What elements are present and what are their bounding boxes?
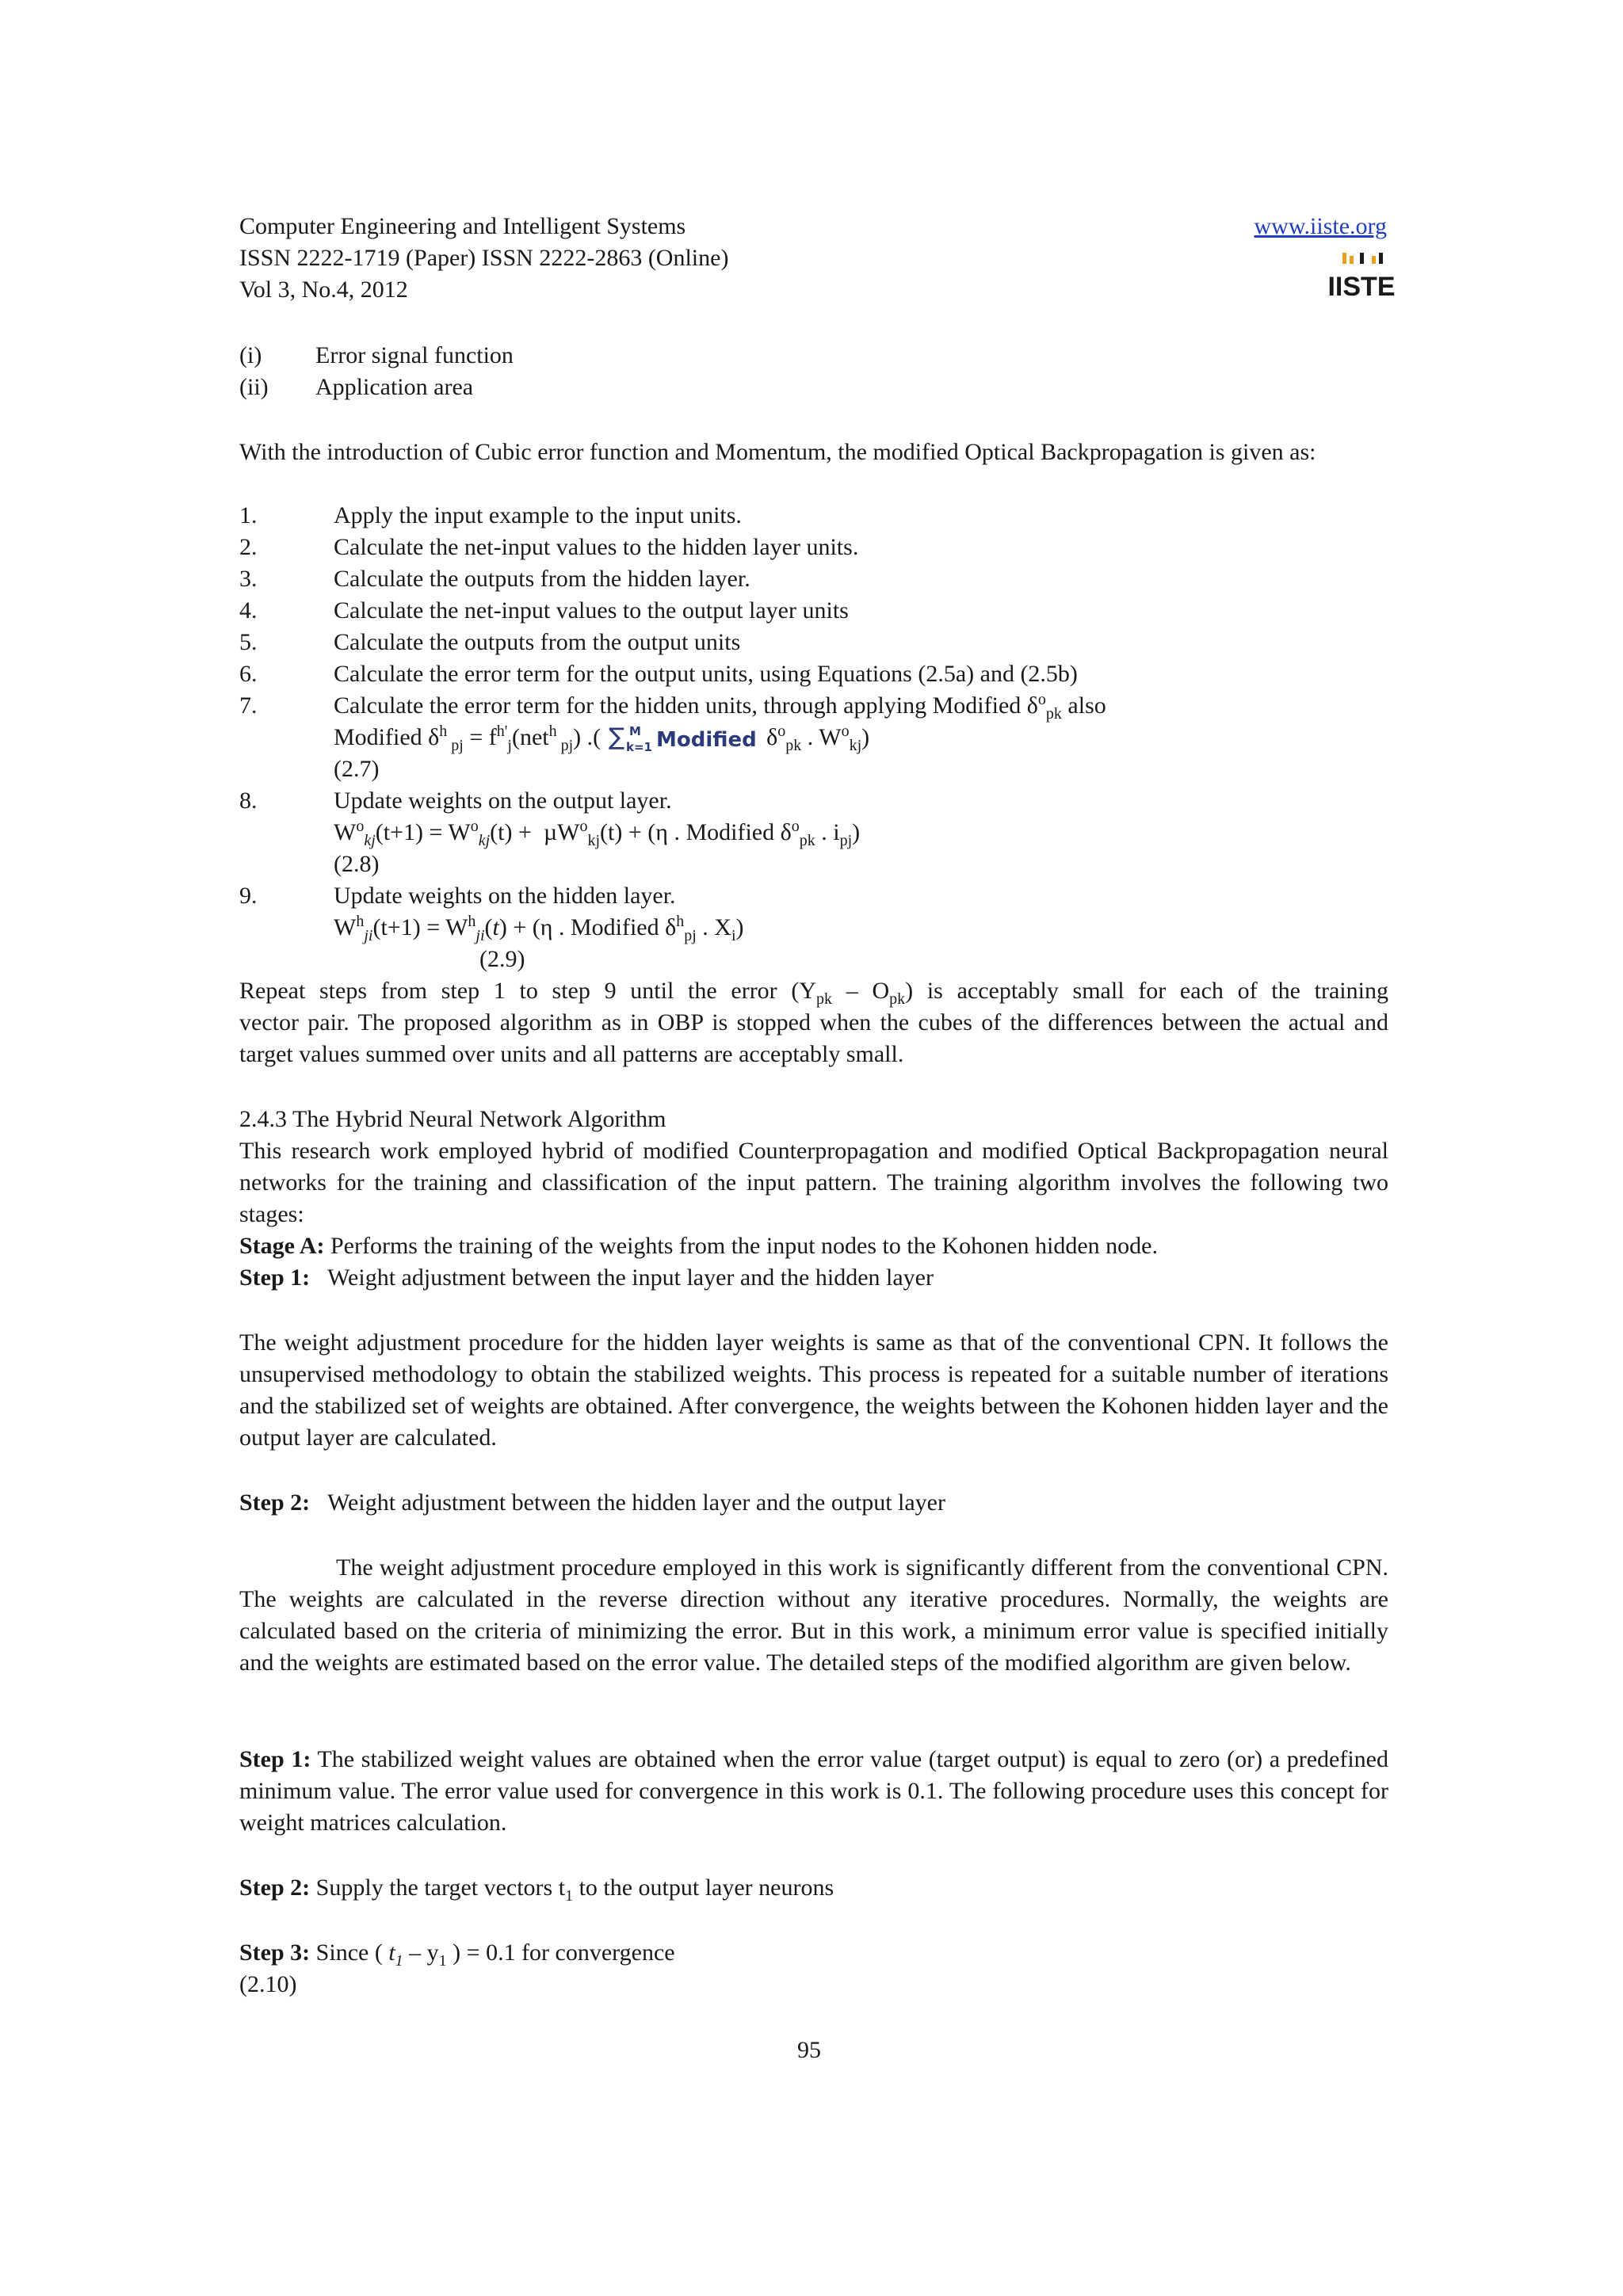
step-number: 2.: [239, 534, 258, 560]
volume-line: Vol 3, No.4, 2012: [239, 277, 408, 303]
step-text: Calculate the error term for the output units, using Equations (2.5a) and (2.5b): [334, 661, 1078, 687]
step-7-text: Calculate the error term for the hidden units, through applying Modified $\delta^o_{pk}$ also: [334, 691, 1106, 723]
sum-modified-image: [609, 724, 759, 754]
step-number: 6.: [239, 661, 258, 687]
svg-text:M: M: [628, 724, 641, 739]
eq-label-2-10: (2.10): [239, 1971, 297, 1997]
repeat-paragraph-line1: Repeat steps from step 1 to step 9 until the error $(Y_{pk} - O_{pk})$ is acceptably small for each of the training: [239, 978, 1388, 1008]
equation-2-8: $W^o_{kj}(t+1) = W^o_{kj}(t) + \mu W^o_{kj}(t) + (\eta$ . Modified $\delta^o_{pk}$ . $i_{pj}$): [334, 818, 861, 849]
roman-marker-2: (ii): [239, 374, 269, 400]
eq-label-2-8: (2.8): [334, 851, 380, 877]
section-heading: 2.4.3 The Hybrid Neural Network Algorithm: [239, 1106, 666, 1132]
step-text: Calculate the net-input values to the hidden layer units.: [334, 534, 859, 560]
svg-text:Modified: Modified: [655, 728, 757, 753]
step-number: 4.: [239, 597, 258, 624]
hybrid-paragraph: This research work employed hybrid of modified Counterpropagation and modified Optical Backpropagation neural networks for the training and classification of the input pattern. The training algorithm involves the following two stages:: [239, 1138, 1388, 1227]
step-number: 8.: [239, 788, 258, 814]
step3-line: Step 3: Since ( $t_1 - y_1$ ) = 0.1 for convergence: [239, 1939, 675, 1970]
journal-title: Computer Engineering and Intelligent Systems: [239, 213, 686, 239]
step-text: Calculate the error term for the hidden units, through applying Modified δ: [334, 692, 1038, 719]
intro-paragraph: With the introduction of Cubic error function and Momentum, the modified Optical Backpropagation is given as:: [239, 439, 1316, 465]
roman-item-1: Error signal function: [315, 342, 514, 368]
svg-text:∑: ∑: [608, 723, 624, 752]
step2-stageA-line: Step 2: Weight adjustment between the hidden layer and the output layer: [239, 1489, 945, 1516]
roman-marker-1: (i): [239, 342, 262, 368]
step-number: 1.: [239, 502, 258, 528]
equation-2-9: $W^h_{ji}(t+1) = W^h_{ji}(t) + (\eta$ . Modified $\delta^h_{pj}$ . $X_i$): [334, 913, 744, 944]
eq-label-2-7: (2.7): [334, 756, 380, 782]
step-number: 5.: [239, 629, 258, 655]
step1-paragraph: Step 1: The stabilized weight values are obtained when the error value (target output) is equal to zero (or) a predefined minimum value. The error value used for convergence in this work is 0.1. The following procedure uses this concept for weight matrices calculation.: [239, 1746, 1388, 1836]
step2-line: Step 2: Supply the target vectors $t_1$ to the output layer neurons: [239, 1875, 834, 1905]
step-text: Update weights on the hidden layer.: [334, 883, 676, 909]
roman-item-2: Application area: [315, 374, 474, 400]
svg-text:k=1: k=1: [625, 740, 652, 755]
step-number: 9.: [239, 883, 258, 909]
step-number: 3.: [239, 566, 258, 592]
procedure-paragraph: The weight adjustment procedure employed in this work is significantly different from the conventional CPN. The weights are calculated in the reverse direction without any iterative procedures. Normally, the weights are calculated based on the criteria of minimizing the error. But in this work, a minimum error value is specified initially and the weights are estimated based on the error value. The detailed steps of the modified algorithm are given below.: [239, 1554, 1388, 1676]
step1-stageA-line: Step 1: Weight adjustment between the input layer and the hidden layer: [239, 1264, 934, 1291]
step-text: Calculate the outputs from the hidden layer.: [334, 566, 750, 592]
issn-line: ISSN 2222-1719 (Paper) ISSN 2222-2863 (Online): [239, 245, 729, 271]
website-link[interactable]: www.iiste.org: [1254, 213, 1387, 239]
stage-a-line: Stage A: Performs the training of the weights from the input nodes to the Kohonen hidden node.: [239, 1233, 1158, 1259]
hidden-layer-paragraph: The weight adjustment procedure for the hidden layer weights is same as that of the conventional CPN. It follows the unsupervised methodology to obtain the stabilized weights. This process is repeated for a suitable number of iterations and the stabilized set of weights are obtained. After convergence, the weights between the Kohonen hidden layer and the output layer are calculated.: [239, 1329, 1388, 1451]
logo-text: IISTE: [1327, 272, 1396, 302]
step-text: Calculate the net-input values to the output layer units: [334, 597, 849, 624]
eq-label-2-9: (2.9): [479, 946, 525, 972]
step-text: Update weights on the output layer.: [334, 788, 672, 814]
step-text: Apply the input example to the input units.: [334, 502, 742, 528]
step-number: 7.: [239, 692, 258, 719]
page-number: 95: [797, 2037, 821, 2063]
iiste-logo: [1327, 251, 1396, 305]
repeat-paragraph-rest: vector pair. The proposed algorithm as in OBP is stopped when the cubes of the differences between the actual and target values summed over units and all patterns are acceptably small.: [239, 1009, 1388, 1067]
step-text: Calculate the outputs from the output units: [334, 629, 741, 655]
equation-2-7: Modified $\delta^h$ $_{pj} = f^{h'}_j(net^h$ $_{pj}$) .( ∑ M k=1 Modified $\delta^o_{pk}$ . $W^o_{kj}$): [334, 723, 870, 755]
